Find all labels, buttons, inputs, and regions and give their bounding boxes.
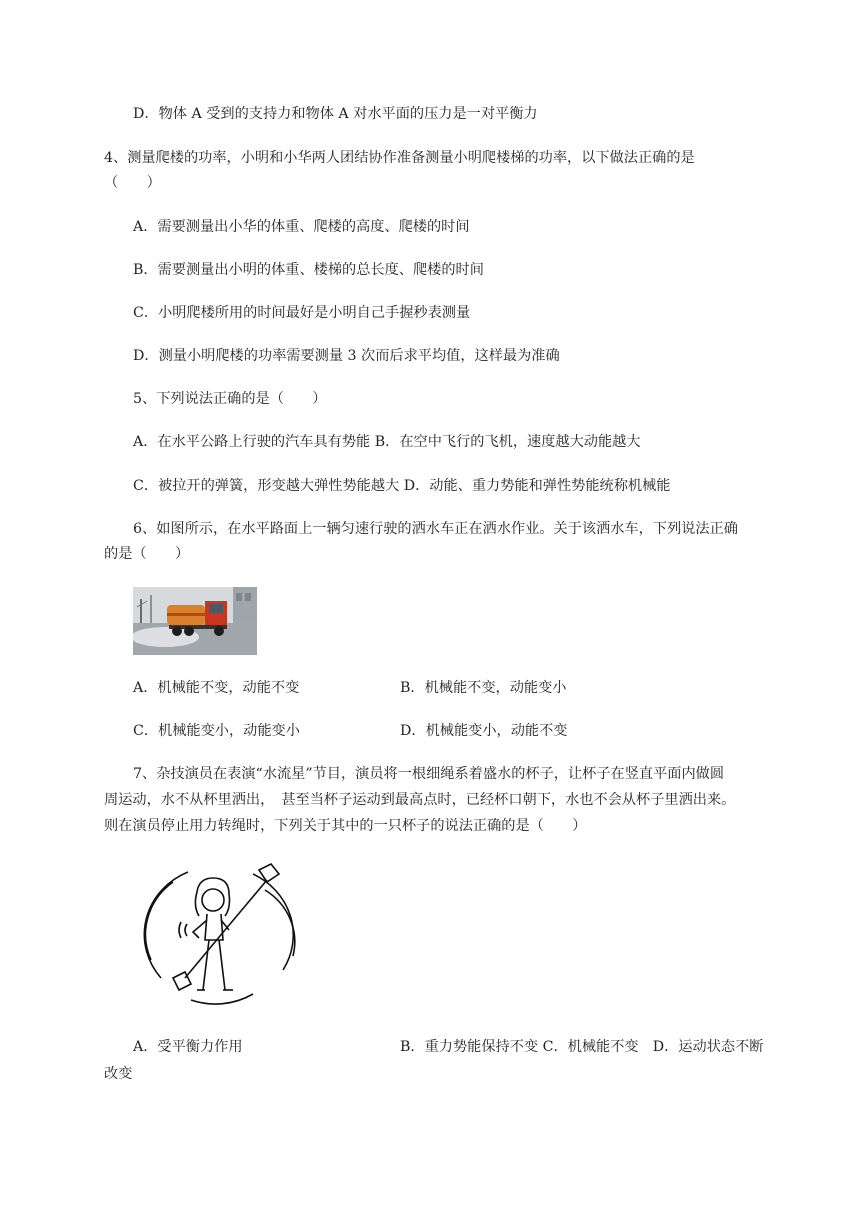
q7-option-a: A．受平衡力作用	[133, 1039, 243, 1055]
q6-stem-line1: 6、如图所示，在水平路面上一辆匀速行驶的洒水车正在洒水作业。关于该洒水车，下列说法正确	[133, 521, 738, 537]
q3-option-d: D．物体 A 受到的支持力和物体 A 对水平面的压力是一对平衡力	[133, 106, 538, 122]
q7-option-d-wrap: 改变	[104, 1066, 133, 1082]
q7-options-bcd: B．重力势能保持不变 C．机械能不变 D．运动状态不断	[400, 1039, 764, 1055]
q4-option-d: D．测量小明爬楼的功率需要测量 3 次而后求平均值，这样最为准确	[133, 348, 560, 364]
sprinkler-truck-photo	[133, 587, 257, 655]
q4-option-c: C．小明爬楼所用的时间最好是小明自己手握秒表测量	[133, 305, 471, 321]
q4-option-a: A．需要测量出小华的体重、爬楼的高度、爬楼的时间	[133, 219, 470, 235]
q5-options-ab: A．在水平公路上行驶的汽车具有势能 B．在空中飞行的飞机，速度越大动能越大	[133, 434, 641, 450]
q7-stem-line2: 周运动，水不从杯里洒出， 甚至当杯子运动到最高点时，已经杯口朝下，水也不会从杯子里洒出来。	[104, 792, 736, 808]
q6-option-b: B．机械能不变，动能变小	[400, 680, 567, 696]
q6-stem-line2: 的是（ ）	[104, 546, 190, 562]
q6-option-a: A．机械能不变，动能不变	[133, 680, 300, 696]
q5-options-cd: C．被拉开的弹簧，形变越大弹性势能越大 D．动能、重力势能和弹性势能统称机械能	[133, 478, 671, 494]
q4-stem-line2: （ ）	[104, 175, 161, 191]
water-meteor-performer-figure	[133, 860, 303, 1010]
q7-stem-line3: 则在演员停止用力转绳时，下列关于其中的一只杯子的说法正确的是（ ）	[104, 818, 587, 834]
q4-option-b: B．需要测量出小明的体重、楼梯的总长度、爬楼的时间	[133, 262, 484, 278]
q4-stem-line1: 4、测量爬楼的功率，小明和小华两人团结协作准备测量小明爬楼梯的功率，以下做法正确的是	[104, 150, 695, 166]
q5-stem: 5、下列说法正确的是（ ）	[133, 391, 327, 407]
q7-stem-line1: 7、杂技演员在表演“水流星”节目，演员将一根细绳系着盛水的杯子，让杯子在竖直平面内做圆	[133, 766, 725, 782]
q6-option-d: D．机械能变小，动能不变	[400, 723, 568, 739]
q6-option-c: C．机械能变小，动能变小	[133, 723, 300, 739]
